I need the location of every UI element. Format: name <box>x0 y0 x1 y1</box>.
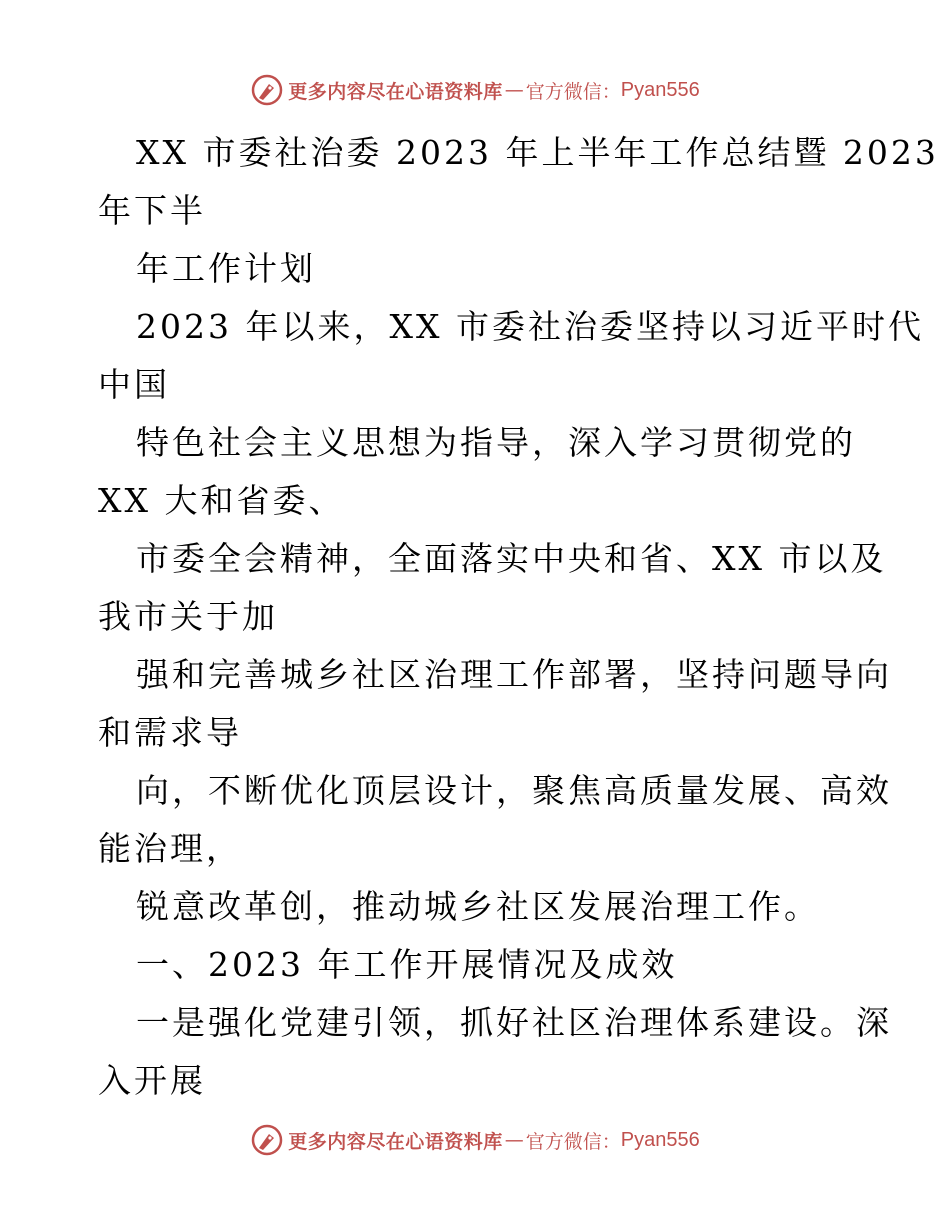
text-line: 特色社会主义思想为指导，深入学习贯彻党的 <box>136 423 856 462</box>
document-body <box>98 124 939 1110</box>
banner-wechat-id: Pyan556 <box>620 78 700 101</box>
text-line: XX 大和省委、 <box>98 481 345 520</box>
text-line: 我市关于加 <box>98 597 278 636</box>
title-line-2: 年下半 <box>98 191 206 230</box>
banner-wechat-label: 官方微信： <box>525 80 621 103</box>
text-line: 一是强化党建引领，抓好社区治理体系建设。深 <box>136 1003 892 1042</box>
watermark-banner-bottom <box>0 1122 950 1158</box>
title-line-3: 年工作计划 <box>136 249 316 288</box>
banner-wechat-id: Pyan556 <box>620 1128 700 1151</box>
text-line: 和需求导 <box>98 713 242 752</box>
text-line: 锐意改革创，推动城乡社区发展治理工作。 <box>136 887 820 926</box>
text-line: 中国 <box>98 365 170 404</box>
banner-site-text: 更多内容尽在心语资料库 <box>288 80 503 103</box>
banner-separator: — <box>504 79 524 101</box>
text-line: 2023 年以来，XX 市委社治委坚持以习近平时代 <box>136 307 924 346</box>
watermark-banner-top <box>0 72 950 108</box>
pen-nib-icon <box>250 73 284 107</box>
text-line: 向，不断优化顶层设计，聚焦高质量发展、高效 <box>136 771 892 810</box>
section-heading: 一、2023 年工作开展情况及成效 <box>136 945 678 984</box>
text-line: 市委全会精神，全面落实中央和省、XX 市以及 <box>136 539 887 578</box>
text-line: 能治理， <box>98 829 242 868</box>
title-line-1: XX 市委社治委 2023 年上半年工作总结暨 2023 <box>136 133 939 172</box>
text-line: 入开展 <box>98 1061 206 1100</box>
banner-site-text: 更多内容尽在心语资料库 <box>288 1130 503 1153</box>
pen-nib-icon <box>250 1123 284 1157</box>
banner-separator: — <box>504 1129 524 1151</box>
banner-wechat-label: 官方微信： <box>525 1130 621 1153</box>
text-line: 强和完善城乡社区治理工作部署，坚持问题导向 <box>136 655 892 694</box>
